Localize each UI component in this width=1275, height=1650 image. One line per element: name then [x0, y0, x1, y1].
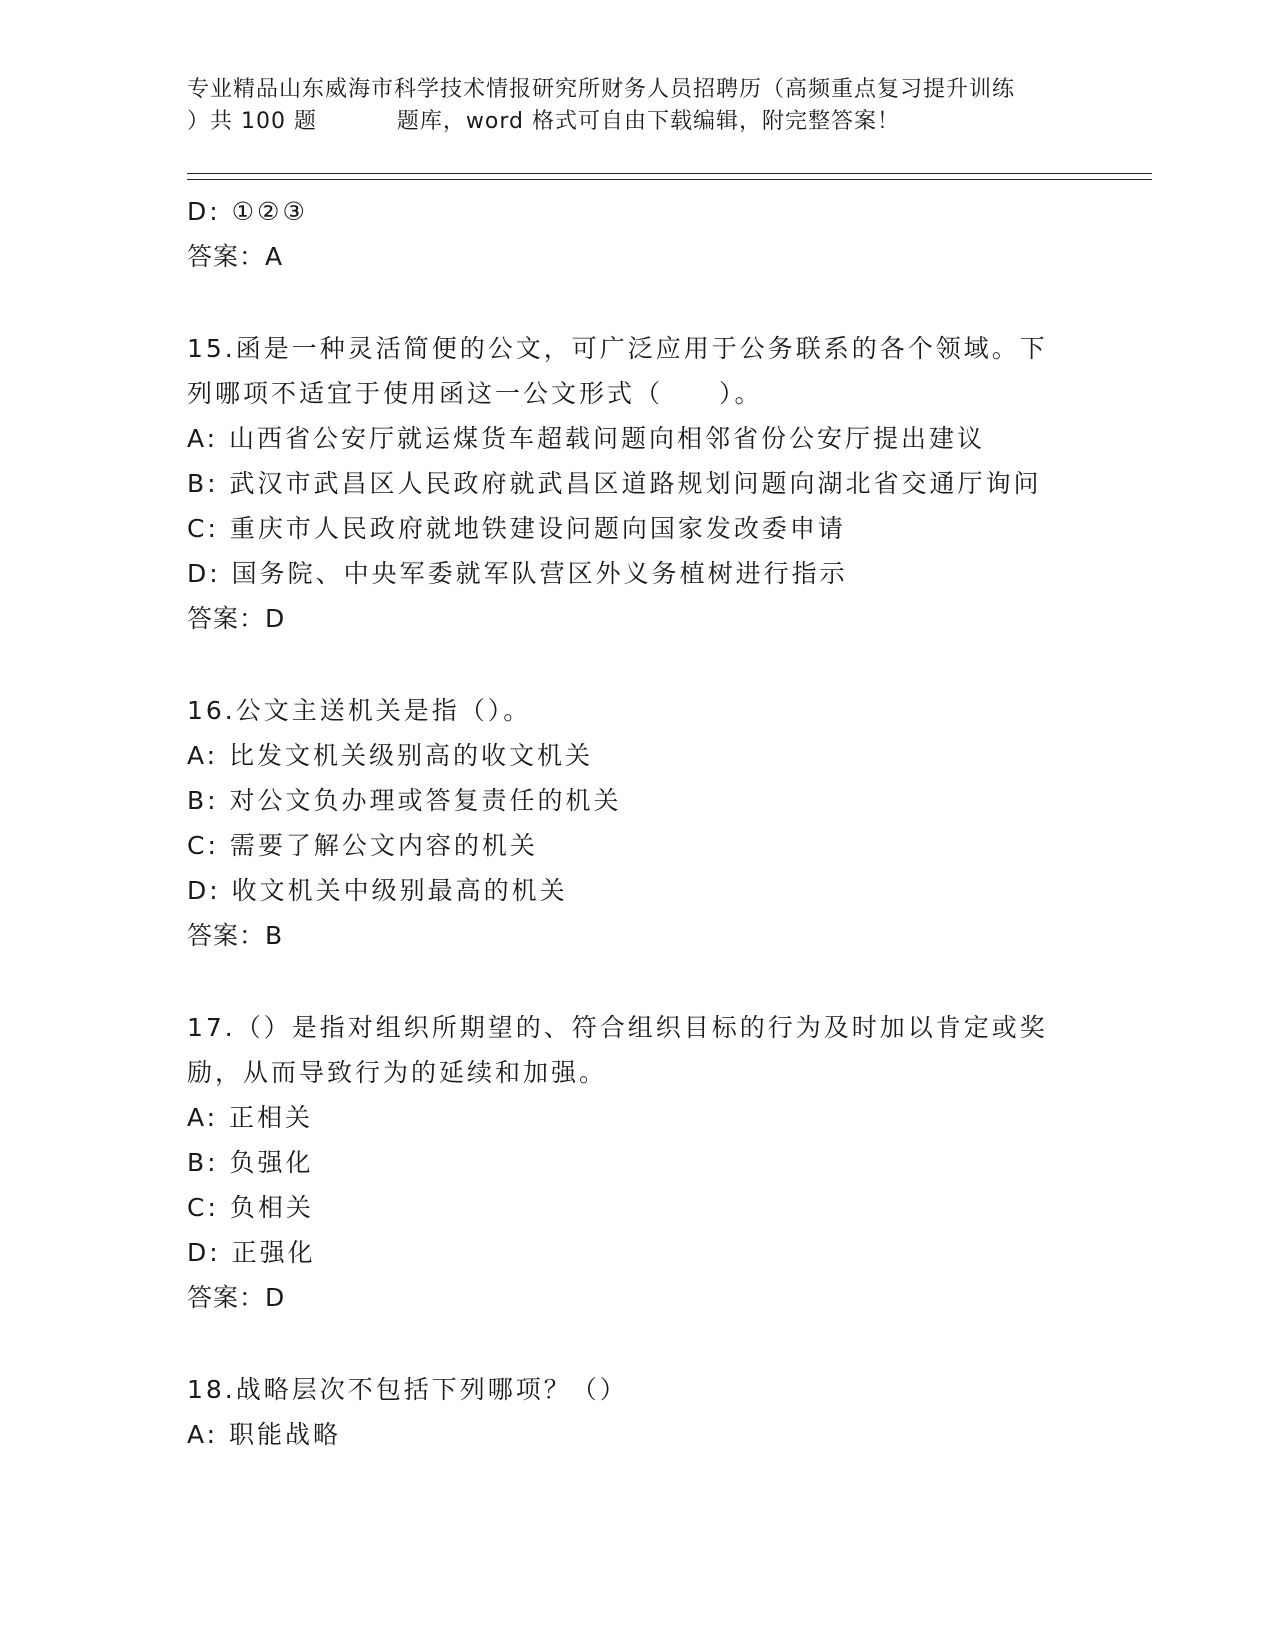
question-stem-line-1: 16.公文主送机关是指（）。 — [187, 696, 532, 725]
option-d: D: 收文机关中级别最高的机关 — [187, 876, 568, 905]
option-c: C: 负相关 — [187, 1193, 314, 1222]
header-title-line-1: 专业精品山东威海市科学技术情报研究所财务人员招聘历（高频重点复习提升训练 — [187, 77, 1016, 102]
question-16 — [187, 688, 1107, 958]
document-header — [187, 74, 1087, 138]
question-list — [187, 189, 1107, 1457]
option-a: A: 职能战略 — [187, 1420, 342, 1449]
question-stem-line-1: 18.战略层次不包括下列哪项？（） — [187, 1375, 628, 1404]
option-b: B: 负强化 — [187, 1148, 314, 1177]
question-stem-line-2: 列哪项不适宜于使用函这一公文形式（ ）。 — [187, 379, 763, 408]
question-14-continuation — [187, 189, 1107, 279]
question-stem-line-1: 17.（）是指对组织所期望的、符合组织目标的行为及时加以肯定或奖 — [187, 1013, 1048, 1042]
question-17 — [187, 1005, 1107, 1320]
question-stem-line-2: 励，从而导致行为的延续和加强。 — [187, 1058, 608, 1087]
option-c: C: 重庆市人民政府就地铁建设问题向国家发改委申请 — [187, 514, 846, 543]
question-18 — [187, 1367, 1107, 1457]
option-c: C: 需要了解公文内容的机关 — [187, 831, 538, 860]
header-divider-bottom — [187, 179, 1152, 180]
option-a: A: 正相关 — [187, 1103, 314, 1132]
header-divider-top — [187, 173, 1152, 174]
option-b: B: 武汉市武昌区人民政府就武昌区道路规划问题向湖北省交通厅询问 — [187, 469, 1042, 498]
question-15 — [187, 326, 1107, 641]
answer: 答案：A — [187, 242, 284, 271]
answer: 答案：B — [187, 921, 284, 950]
answer: 答案：D — [187, 604, 286, 633]
option-a: A: 比发文机关级别高的收文机关 — [187, 741, 594, 770]
option-d: D: 国务院、中央军委就军队营区外义务植树进行指示 — [187, 559, 848, 588]
option-d: D: ①②③ — [187, 197, 308, 226]
question-stem-line-1: 15.函是一种灵活简便的公文，可广泛应用于公务联系的各个领域。下 — [187, 334, 1048, 363]
option-b: B: 对公文负办理或答复责任的机关 — [187, 786, 622, 815]
header-title-line-2: ）共 100 题 题库，word 格式可自由下载编辑，附完整答案！ — [187, 109, 900, 134]
answer: 答案：D — [187, 1283, 286, 1312]
option-a: A: 山西省公安厅就运煤货车超载问题向相邻省份公安厅提出建议 — [187, 424, 986, 453]
option-d: D: 正强化 — [187, 1238, 316, 1267]
